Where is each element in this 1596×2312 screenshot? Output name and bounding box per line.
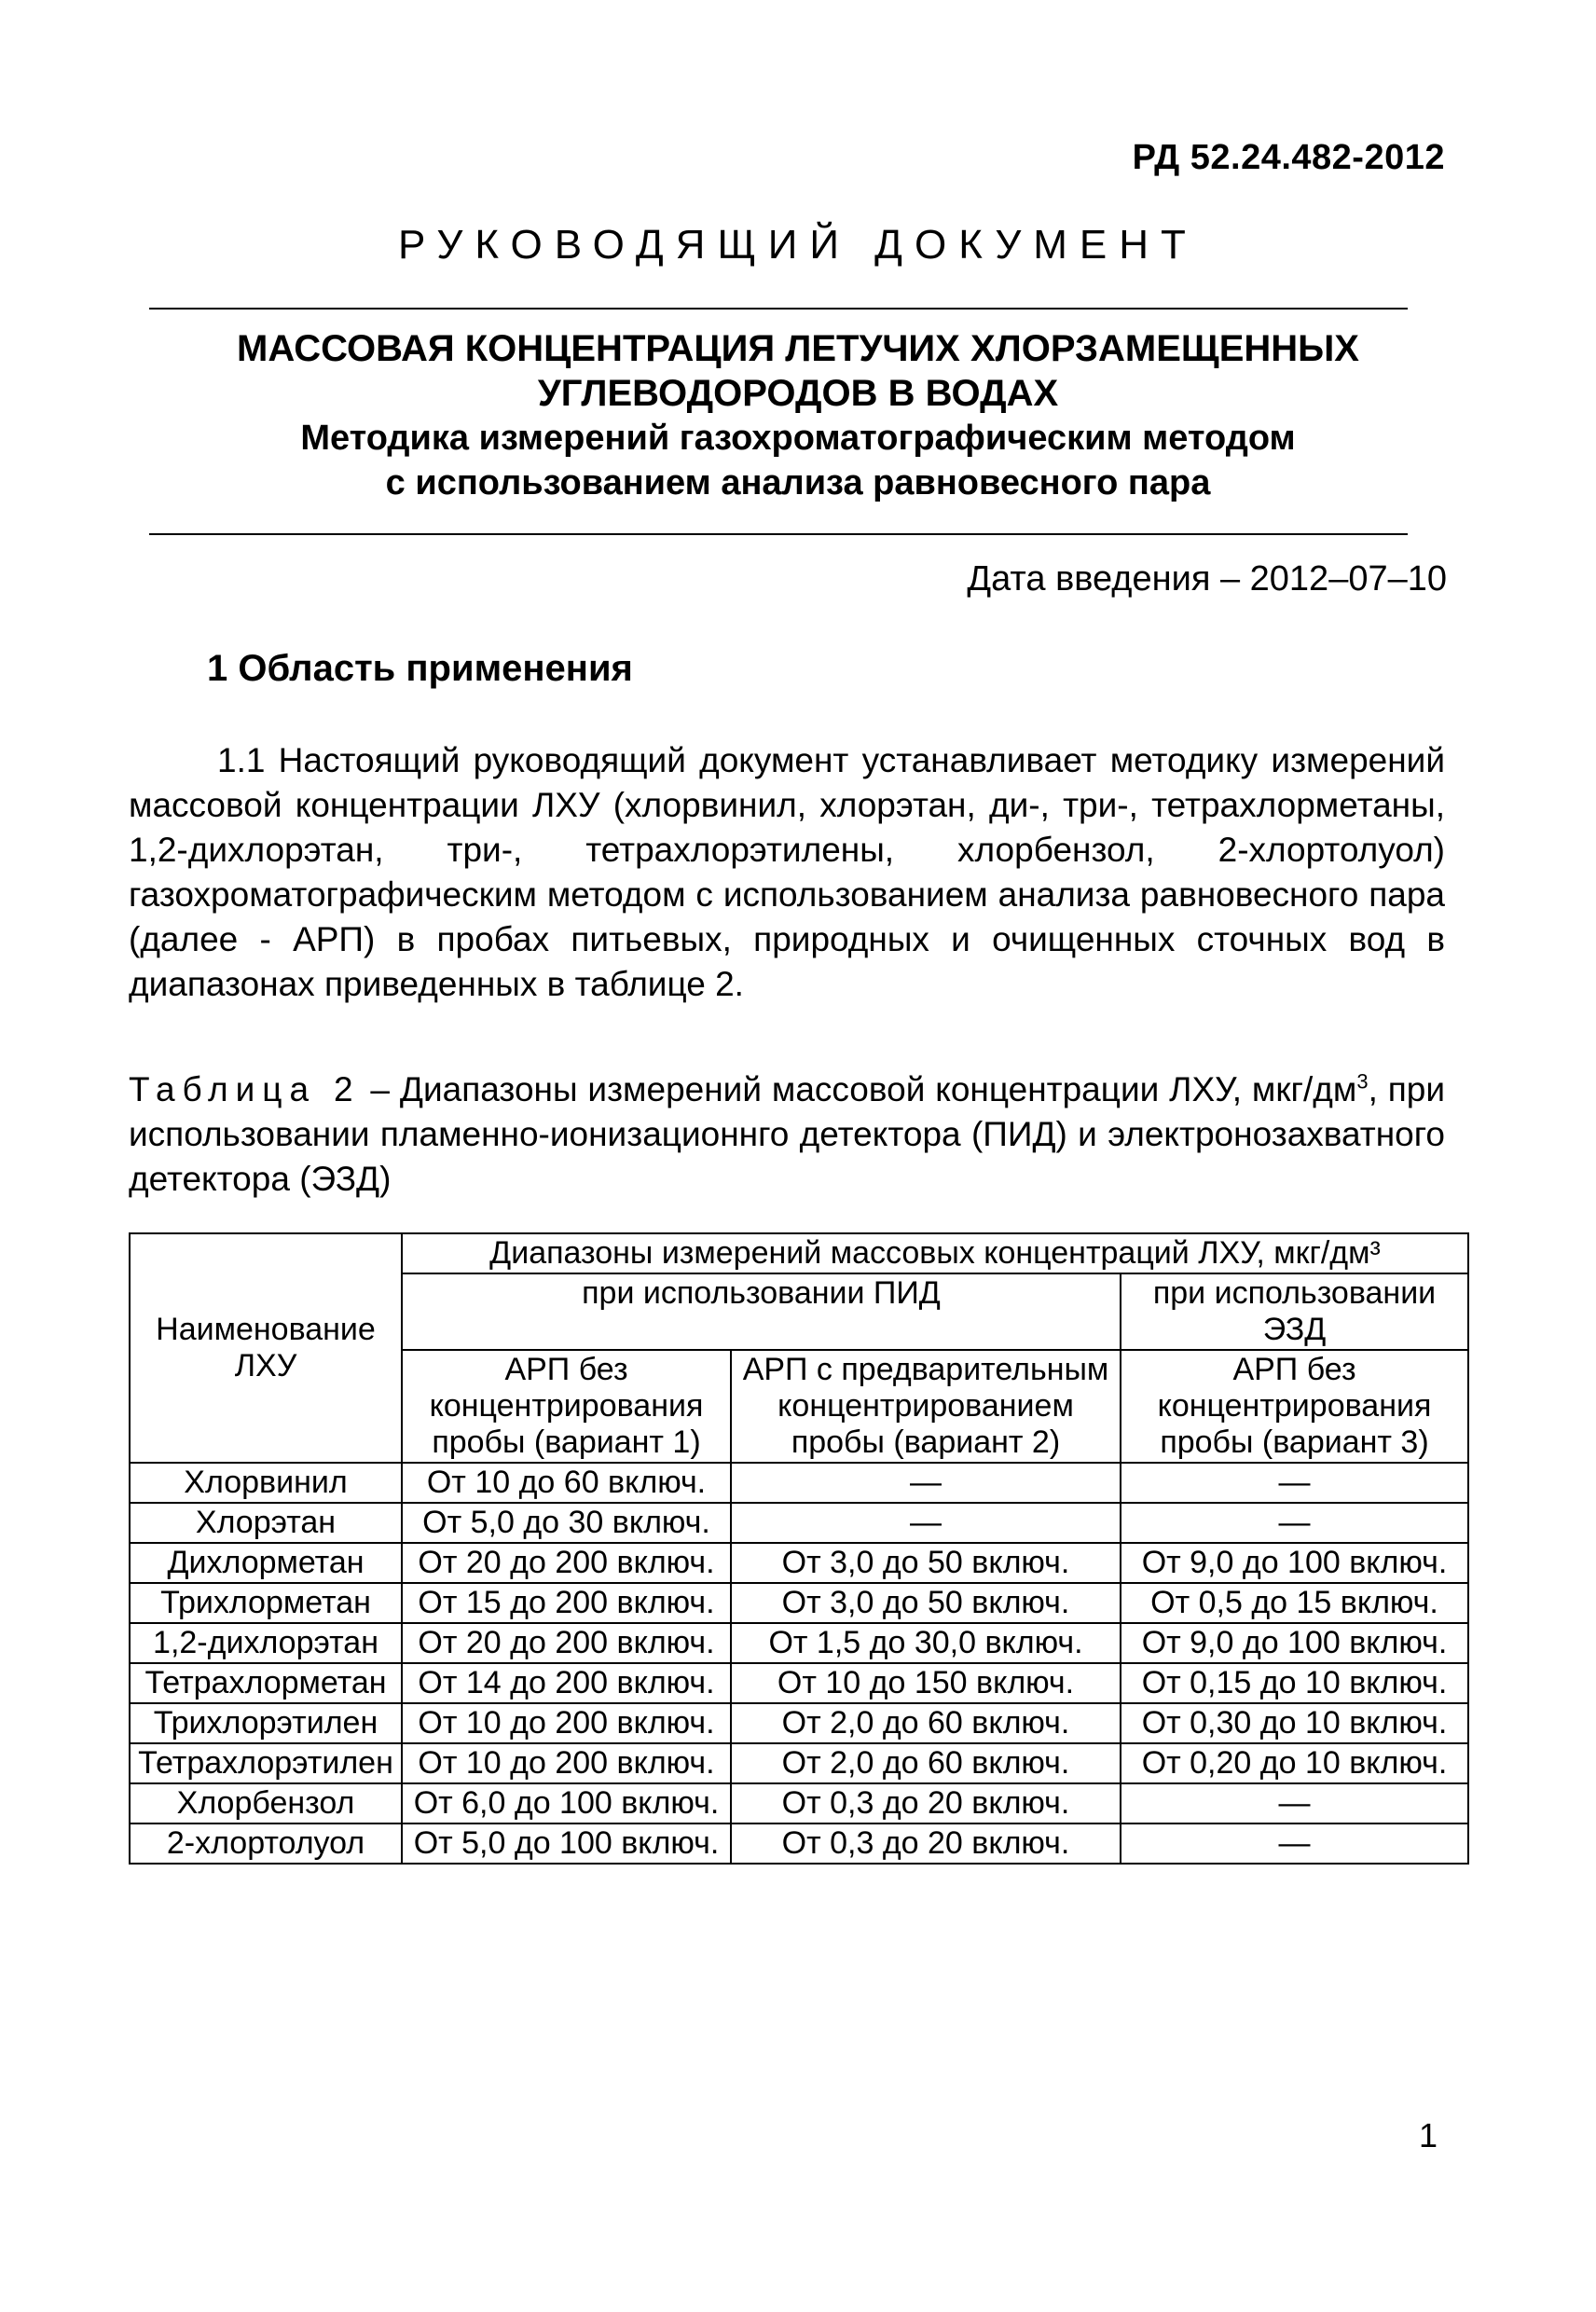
scope-paragraph: 1.1 Настоящий руководящий документ устанавливает методику измерений массовой концентрации ЛХУ (хлорвинил, хлорэтан, ди-, три-, тетрахлорметаны, 1,2-дихлорэтан, три-, тетрахлорэтилены, хлорбензол, 2-хлортолуол) газохроматографическим методом с использованием анализа равновесного пара (далее - АРП) в пробах питьевых, природных и очищенных сточных вод в диапазонах приведенных в таблице 2. (129, 741, 1445, 1003)
header-compound-name: Наименование ЛХУ (130, 1233, 402, 1463)
header-variant-3: АРП без концентрирования пробы (вариант 3) (1121, 1350, 1468, 1463)
table-caption (129, 1067, 1445, 1202)
cell-variant-2: — (731, 1463, 1121, 1503)
section-heading: 1 Область применения (207, 648, 633, 689)
bottom-divider (149, 533, 1408, 535)
cell-variant-3: — (1121, 1503, 1468, 1543)
cell-variant-1: От 5,0 до 30 включ. (402, 1503, 731, 1543)
cell-variant-1: От 10 до 200 включ. (402, 1703, 731, 1743)
cell-variant-2: От 2,0 до 60 включ. (731, 1703, 1121, 1743)
table-row (130, 1543, 1468, 1583)
cell-variant-3: — (1121, 1823, 1468, 1864)
cell-compound: Тетрахлорметан (130, 1663, 402, 1703)
cell-variant-3: — (1121, 1463, 1468, 1503)
cell-variant-2: — (731, 1503, 1121, 1543)
title-line-1: МАССОВАЯ КОНЦЕНТРАЦИЯ ЛЕТУЧИХ ХЛОРЗАМЕЩЕННЫХ (237, 328, 1359, 369)
page-number: 1 (1419, 2116, 1438, 2154)
cell-variant-3: — (1121, 1783, 1468, 1823)
cell-compound: Тетрахлорэтилен (130, 1743, 402, 1783)
table-row (130, 1463, 1468, 1503)
cell-variant-1: От 10 до 60 включ. (402, 1463, 731, 1503)
cell-variant-2: От 1,5 до 30,0 включ. (731, 1623, 1121, 1663)
cell-variant-1: От 10 до 200 включ. (402, 1743, 731, 1783)
cell-variant-1: От 6,0 до 100 включ. (402, 1783, 731, 1823)
table-row (130, 1703, 1468, 1743)
table-caption-text: – Диапазоны измерений массовой концентрации ЛХУ, мкг/дм (360, 1070, 1357, 1108)
cell-compound: Хлорэтан (130, 1503, 402, 1543)
cell-compound: Дихлорметан (130, 1543, 402, 1583)
table-caption-label: Таблица 2 (129, 1070, 361, 1108)
cell-compound: Хлорвинил (130, 1463, 402, 1503)
table-row (130, 1583, 1468, 1623)
table-row (130, 1743, 1468, 1783)
cell-variant-2: От 3,0 до 50 включ. (731, 1583, 1121, 1623)
cell-variant-2: От 0,3 до 20 включ. (731, 1783, 1121, 1823)
document-number: РД 52.24.482-2012 (1132, 138, 1445, 177)
table-row (130, 1503, 1468, 1543)
document-title-block (0, 326, 1596, 505)
subtitle-line-2: с использованием анализа равновесного пара (385, 463, 1211, 502)
table-caption-superscript: 3 (1356, 1069, 1369, 1094)
cell-variant-2: От 3,0 до 50 включ. (731, 1543, 1121, 1583)
cell-variant-3: От 0,15 до 10 включ. (1121, 1663, 1468, 1703)
cell-compound: Трихлорэтилен (130, 1703, 402, 1743)
cell-variant-1: От 5,0 до 100 включ. (402, 1823, 731, 1864)
header-variant-1: АРП без концентрирования пробы (вариант 1) (402, 1350, 731, 1463)
table-header-row-1 (130, 1233, 1468, 1273)
subtitle-line-1: Методика измерений газохроматографическим методом (300, 419, 1296, 458)
table-row (130, 1823, 1468, 1864)
cell-variant-3: От 0,5 до 15 включ. (1121, 1583, 1468, 1623)
header-ezd: при использовании ЭЗД (1121, 1273, 1468, 1350)
table-caption-text-cont: , при использовании пламенно-ионизационнго детектора (ПИД) и электронозахватного детектора (ЭЗД) (129, 1070, 1446, 1198)
effective-date: Дата введения – 2012–07–10 (967, 559, 1447, 599)
cell-variant-2: От 0,3 до 20 включ. (731, 1823, 1121, 1864)
header-group-ranges: Диапазоны измерений массовых концентраций ЛХУ, мкг/дм³ (402, 1233, 1468, 1273)
document-type-heading: РУКОВОДЯЩИЙ ДОКУМЕНТ (398, 222, 1198, 268)
cell-variant-2: От 10 до 150 включ. (731, 1663, 1121, 1703)
cell-variant-1: От 20 до 200 включ. (402, 1543, 731, 1583)
cell-variant-3: От 9,0 до 100 включ. (1121, 1543, 1468, 1583)
cell-variant-3: От 0,30 до 10 включ. (1121, 1703, 1468, 1743)
cell-compound: Трихлорметан (130, 1583, 402, 1623)
title-line-2: УГЛЕВОДОРОДОВ В ВОДАХ (537, 373, 1059, 414)
header-pid: при использовании ПИД (402, 1273, 1121, 1350)
table-row (130, 1663, 1468, 1703)
cell-compound: Хлорбензол (130, 1783, 402, 1823)
cell-variant-2: От 2,0 до 60 включ. (731, 1743, 1121, 1783)
cell-variant-3: От 0,20 до 10 включ. (1121, 1743, 1468, 1783)
ranges-table (129, 1232, 1469, 1865)
cell-variant-1: От 14 до 200 включ. (402, 1663, 731, 1703)
table-row (130, 1783, 1468, 1823)
header-variant-2: АРП с предварительным концентрированием пробы (вариант 2) (731, 1350, 1121, 1463)
ranges-table-body (130, 1233, 1468, 1864)
cell-compound: 2-хлортолуол (130, 1823, 402, 1864)
table-row (130, 1623, 1468, 1663)
cell-compound: 1,2-дихлорэтан (130, 1623, 402, 1663)
cell-variant-1: От 15 до 200 включ. (402, 1583, 731, 1623)
cell-variant-1: От 20 до 200 включ. (402, 1623, 731, 1663)
top-divider (149, 308, 1408, 310)
cell-variant-3: От 9,0 до 100 включ. (1121, 1623, 1468, 1663)
